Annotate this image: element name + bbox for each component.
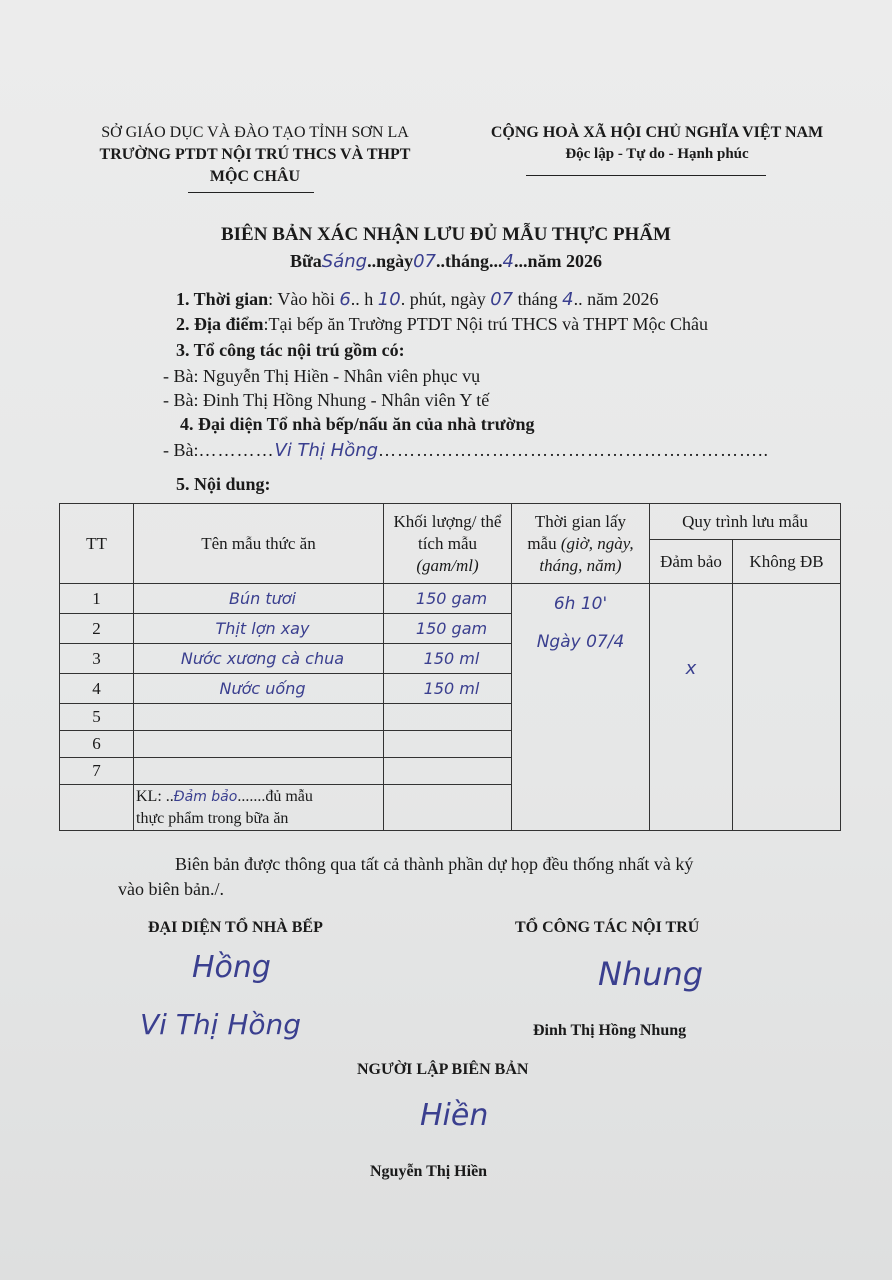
- kitchen-prefix: - Bà:: [163, 440, 199, 460]
- kitchen-rep-name: Vi Thị Hồng: [274, 440, 379, 461]
- kitchen-label: 4. Đại diện Tổ nhà bếp/nấu ăn của nhà trường: [180, 414, 535, 434]
- row-7-tt: 7: [60, 758, 134, 785]
- sample-table: [59, 503, 841, 831]
- agency-name: SỞ GIÁO DỤC VÀ ĐÀO TẠO TỈNH SƠN LA: [101, 124, 409, 141]
- country-name: CỘNG HOÀ XÃ HỘI CHỦ NGHĨA VIỆT NAM: [490, 124, 824, 141]
- maker-signature: Hiền: [420, 1098, 489, 1133]
- header-weight: [384, 504, 512, 584]
- kl-value: Đảm bảo: [173, 788, 238, 805]
- header-time-l2b: (giờ, ngày,: [560, 533, 634, 553]
- row-6-name: [134, 731, 384, 758]
- time-phut: . phút, ngày: [400, 289, 486, 309]
- header-not-ok: Không ĐB: [733, 540, 841, 584]
- kitchen-rep-line: - Bà:…………Vi Thị Hồng……………………………………………………..: [163, 440, 770, 461]
- place-label: 2. Địa điểm: [176, 314, 264, 334]
- row-6-weight: [384, 731, 512, 758]
- year-label: ...năm 2026: [513, 251, 602, 271]
- kl-empty-weight: [384, 785, 512, 831]
- header-left-rule: [188, 192, 314, 193]
- closing-line-2: vào biên bản./.: [118, 879, 224, 899]
- kitchen-sign-title: ĐẠI DIỆN TỔ NHÀ BẾP: [148, 919, 323, 936]
- header-weight-l1: Khối lượng/ thể: [393, 511, 502, 531]
- header-ok: Đảm bảo: [650, 540, 733, 584]
- row-4-name: Nước uống: [134, 674, 384, 704]
- time-day: 07: [490, 289, 514, 310]
- header-time-l2a: mẫu: [527, 533, 561, 553]
- kitchen-signature: Hồng: [192, 950, 271, 985]
- row-1-tt: 1: [60, 584, 134, 614]
- place-line: [176, 314, 708, 335]
- row-4-weight: 150 ml: [384, 674, 512, 704]
- row-5-tt: 5: [60, 704, 134, 731]
- team-signer-name: Đinh Thị Hồng Nhung: [533, 1022, 687, 1039]
- time-year: .. năm 2026: [573, 289, 659, 309]
- team-member-2: - Bà: Đinh Thị Hồng Nhung - Nhân viên Y tế: [163, 390, 490, 410]
- sample-time-date: Ngày 07/4: [536, 632, 625, 652]
- content-label: 5. Nội dung:: [176, 474, 271, 494]
- row-1-weight: 150 gam: [384, 584, 512, 614]
- row-4-tt: 4: [60, 674, 134, 704]
- team-signature: Nhung: [598, 955, 704, 993]
- day-value: 07: [413, 251, 437, 272]
- header-sample-time: [512, 504, 650, 584]
- month-value: 4: [502, 251, 514, 272]
- header-process: Quy trình lưu mẫu: [650, 504, 841, 540]
- header-time-l3: tháng, năm): [539, 555, 622, 575]
- row-3-weight: 150 ml: [384, 644, 512, 674]
- school-location: MỘC CHÂU: [209, 168, 301, 185]
- kl-prefix: KL: ..: [136, 787, 174, 805]
- team-label: 3. Tổ công tác nội trú gồm có:: [176, 340, 405, 360]
- not-ok-cell: [733, 584, 841, 831]
- page-title: BIÊN BẢN XÁC NHẬN LƯU ĐỦ MẪU THỰC PHẨM: [220, 224, 671, 245]
- header-time-l1: Thời gian lấy: [534, 511, 627, 531]
- header-weight-l3: (gam/ml): [416, 555, 479, 575]
- meal-value: Sáng: [321, 251, 368, 272]
- time-thang: tháng: [517, 289, 558, 309]
- row-6-tt: 6: [60, 731, 134, 758]
- team-sign-title: TỔ CÔNG TÁC NỘI TRÚ: [515, 919, 700, 936]
- sample-time-hour: 6h 10': [553, 594, 608, 614]
- time-minute: 10: [377, 289, 401, 310]
- row-1-name: Bún tươi: [134, 584, 384, 614]
- header-right-rule: [526, 175, 766, 176]
- time-label: 1. Thời gian: [176, 289, 269, 309]
- motto: Độc lập - Tự do - Hạnh phúc: [565, 146, 749, 162]
- time-text: : Vào hồi: [268, 289, 335, 309]
- team-member-1: - Bà: Nguyễn Thị Hiền - Nhân viên phục vụ: [163, 366, 481, 386]
- header-weight-l2: tích mẫu: [417, 533, 477, 553]
- row-5-weight: [384, 704, 512, 731]
- time-hour: 6: [339, 289, 351, 310]
- time-line: [176, 289, 659, 310]
- place-value: :Tại bếp ăn Trường PTDT Nội trú THCS và THPT Mộc Châu: [263, 314, 708, 334]
- maker-sign-title: NGƯỜI LẬP BIÊN BẢN: [357, 1061, 529, 1078]
- row-7-weight: [384, 758, 512, 785]
- school-name: TRƯỜNG PTDT NỘI TRÚ THCS VÀ THPT: [99, 146, 411, 163]
- ok-mark: x: [685, 658, 697, 679]
- kl-cell: [134, 785, 384, 831]
- header-tt: TT: [60, 504, 134, 584]
- meal-prefix: Bữa: [289, 251, 322, 271]
- closing-line-1: Biên bản được thông qua tất cả thành phần dự họp đều thống nhất và ký: [175, 854, 694, 874]
- kitchen-name-handwritten: Vi Thị Hồng: [140, 1008, 302, 1041]
- row-2-tt: 2: [60, 614, 134, 644]
- kl-empty-tt: [60, 785, 134, 831]
- sample-time-cell: [512, 584, 650, 831]
- row-2-weight: 150 gam: [384, 614, 512, 644]
- time-month: 4: [562, 289, 574, 310]
- month-label: ..tháng...: [436, 251, 503, 271]
- time-h: .. h: [350, 289, 374, 309]
- header-food-name: Tên mẫu thức ăn: [134, 504, 384, 584]
- row-3-name: Nước xương cà chua: [134, 644, 384, 674]
- row-2-name: Thịt lợn xay: [134, 614, 384, 644]
- maker-name: Nguyễn Thị Hiền: [370, 1163, 488, 1180]
- kl-line2: thực phẩm trong bữa ăn: [136, 809, 289, 827]
- day-label: ..ngày: [367, 251, 414, 271]
- meal-date-line: [0, 251, 892, 272]
- kl-suffix: .......đủ mẫu: [237, 787, 313, 805]
- row-7-name: [134, 758, 384, 785]
- ok-mark-cell: [650, 584, 733, 831]
- row-5-name: [134, 704, 384, 731]
- row-3-tt: 3: [60, 644, 134, 674]
